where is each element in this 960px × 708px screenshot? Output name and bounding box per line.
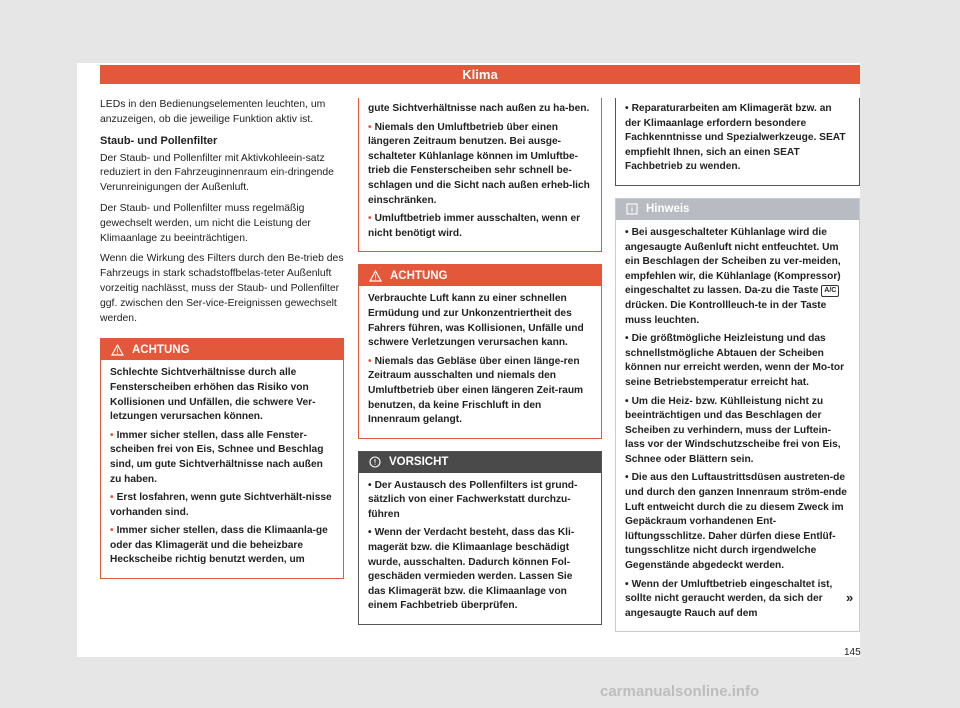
warning-bullet: • Umluftbetrieb immer ausschalten, wenn er nicht benötigt wird. — [368, 213, 581, 239]
caution-box — [358, 451, 602, 625]
note-bullet: • Die größtmögliche Heizleistung und das schnellstmögliche Abtauen der Scheiben können nur erreicht werden, wenn der Mo-tor seine Betriebstemperatur erreicht hat. — [625, 333, 845, 388]
caution-bullet: • Der Austausch des Pollenfilters ist grund-sätzlich von einer Fachwerkstatt durchzu-führen — [368, 479, 578, 520]
note-bullet: • Wenn der Umluftbetrieb eingeschaltet ist, sollte nicht geraucht werden, da sich der angesaugte Rauch auf dem — [625, 578, 833, 619]
note-title: Hinweis — [646, 203, 690, 216]
warning-bullet: • Niemals das Gebläse über einen länge-ren Zeitraum ausschalten und niemals den Umluftbetrieb über einen längeren Zeit-raum benutzen, da keine Frischluft in den Innenraum gelangt. — [368, 355, 584, 426]
warning-title: ACHTUNG — [132, 343, 190, 356]
column-1 — [100, 98, 344, 591]
warning-bullet: • Erst losfahren, wenn gute Sichtverhält-nisse vorhanden sind. — [110, 492, 332, 518]
warning-box-header — [359, 265, 601, 286]
warning-box-header — [101, 339, 343, 360]
exclamation-circle-icon — [369, 456, 381, 468]
warning-intro: Schlechte Sichtverhältnisse durch alle Fensterscheiben erhöhen das Risiko von Kollisionen und Unfällen, die schwere Ver-letzungen verursachen können. — [110, 367, 316, 423]
warning-triangle-icon — [111, 344, 124, 356]
note-bullet: • Um die Heiz- bzw. Kühlleistung nicht zu beeinträchtigen und das Beschlagen der Scheiben zu verhindern, muss der Luftein-lass vor der Windschutzscheibe frei von Eis, Schnee oder Blättern sein. — [625, 395, 841, 465]
note-bullet: • Die aus den Luftaustrittsdüsen austreten-de und durch den ganzen Innenraum ström-ende Luft entweicht durch die zu diesem Zweck im Gepäckraum vorhandenen Ent-lüftungsschlitze. Daher dürfen diese Entlüf-tungsschlitze nicht durch irgendwelche Gegenstände abgedeckt werden. — [625, 472, 847, 572]
warning-bullet: • Immer sicher stellen, dass alle Fenster-scheiben frei von Eis, Schnee und Beschlag sind, um gute Sichtverhältnisse nach außen zu haben. — [110, 429, 324, 485]
warning-bullet: • Immer sicher stellen, dass die Klimaanla-ge oder das Klimagerät und die beheizbare Heckscheibe richtig benutzt werden, um — [110, 525, 328, 566]
warning-continued-text: gute Sichtverhältnisse nach außen zu ha-ben. — [368, 103, 590, 114]
note-body — [616, 220, 859, 631]
warning-triangle-icon — [369, 270, 382, 282]
intro-paragraph: LEDs in den Bedienungselementen leuchten, um anzuzeigen, ob die jeweilige Funktion aktiv ist. — [100, 99, 326, 125]
caution-box-header — [359, 452, 601, 473]
paragraph: Der Staub- und Pollenfilter muss regelmäßig gewechselt werden, um nicht die Leistung der Klimaanlage zu beeinträchtigen. — [100, 202, 311, 244]
warning-body — [101, 360, 343, 578]
watermark-logo: carmanualsonline.info — [600, 683, 760, 700]
column-3 — [615, 98, 860, 644]
caution-title: VORSICHT — [389, 456, 449, 469]
section-heading: Staub- und Pollenfilter — [100, 134, 218, 147]
warning-intro: Verbrauchte Luft kann zu einer schnellen Ermüdung und zur Unkonzentriertheit des Fahrers führen, was Kollisionen, Unfälle und schwere Verletzungen verursachen kann. — [368, 293, 584, 349]
note-bullet: • Bei ausgeschalteter Kühlanlage wird die angesaugte Außenluft nicht entfeuchtet. Um ein Beschlagen der Scheiben zu ver-meiden, empfehlen wir, die Kühlanlage (Kompressor) eingeschaltet zu lassen. Da-zu die Taste A/C drücken. Die Kontrollleuch-te in der Taste muss leuchten. — [625, 226, 841, 326]
note-box-header — [616, 199, 859, 220]
warning-box — [100, 338, 344, 579]
paragraph: Der Staub- und Pollenfilter mit Aktivkohleein-satz reduziert in den Fahrzeuginnenraum ein-dringende Verunreinigungen der Außenluft. — [100, 152, 334, 194]
warning-box — [358, 264, 602, 438]
header-title: Klima — [462, 67, 498, 82]
warning-bullet: • Niemals den Umluftbetrieb über einen längeren Zeitraum benutzen. Bei ausge-schalteter Kühlanlage können im Umluftbe-trieb die Fensterscheiben sehr schnell be-schlagen und die Sicht nach außen erheb-lich einschränken. — [368, 121, 590, 206]
note-box — [615, 198, 860, 632]
warning-box-continued — [358, 98, 602, 252]
page-header — [100, 65, 860, 84]
info-icon — [626, 203, 638, 215]
ac-key-icon: A/C — [821, 285, 839, 297]
caution-box-continued — [615, 98, 860, 186]
continue-marker: » — [846, 590, 854, 605]
warning-body — [359, 286, 601, 437]
column-2 — [358, 98, 602, 637]
page-number: 145 — [844, 647, 861, 658]
caution-bullet: • Reparaturarbeiten am Klimagerät bzw. an der Klimaanlage erfordern besondere Fachkenntnisse und Spezialwerkzeuge. SEAT empfiehlt Ihnen, sich an einen SEAT Fachbetrieb zu wenden. — [625, 103, 846, 173]
caution-body — [359, 473, 601, 624]
caution-bullet: • Wenn der Verdacht besteht, dass das Kli-magerät bzw. die Klimaanlage beschädigt wurde, ausschalten. Dadurch können Fol-geschäden vermieden werden. Lassen Sie das Klimagerät bzw. die Klimaanlage von einem Fachbetrieb überprüfen. — [368, 527, 575, 612]
warning-title: ACHTUNG — [390, 269, 448, 282]
paragraph: Wenn die Wirkung des Filters durch den Be-trieb des Fahrzeugs in stark schadstoffbelas-teter Außenluft vorzeitig nachlässt, muss der Staub- und Pollenfilter ggf. zwischen den Ser-vice-Ereignissen gewechselt werden. — [100, 253, 344, 324]
